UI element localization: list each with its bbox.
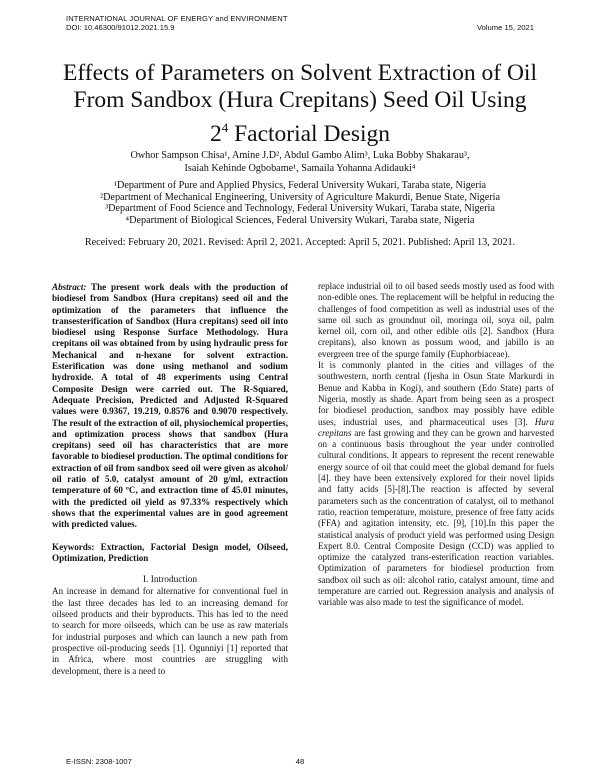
authors-line-2: Isaiah Kehinde Ogbobame¹, Samaila Yohanna Adidauki⁴ — [184, 162, 416, 174]
journal-name: INTERNATIONAL JOURNAL OF ENERGY and ENVIRONMENT — [66, 14, 288, 23]
page-number: 48 — [295, 757, 305, 766]
affiliation-4: ⁴Department of Biological Sciences, Federal University Wukari, Taraba state, Nigeria — [125, 214, 475, 226]
title-line-1: Effects of Parameters on Solvent Extraction of Oil — [62, 60, 537, 86]
footer-issn: E-ISSN: 2308-1007 — [66, 757, 132, 766]
paper-title — [40, 60, 560, 148]
keywords — [52, 542, 288, 565]
title-line-3: $2^4$ Factorial Design — [209, 120, 391, 147]
affiliation-2: ²Department of Mechanical Engineering, University of Agriculture Makurdi, Benue State, Nigeria — [100, 191, 500, 203]
right-paragraph-2: It is commonly planted in the cities and villages of the southwestern, north central (Ijesha in Osun State Markurdi in Benue and Kabba in Kogi), and southern (Edo State) parts of Nigeria, mostly as shade. Apart from being seen as a prospect for biodiesel production, sandbox may possibly have edible uses, industrial uses, and pharmaceutical uses [3]. Hura crepitans are fast growing and they can be grown and harvested on a continuous basis throughout the year under controlled cultural conditions. It appears to represent the recent renewable energy source of oil that could meet the global demand for fuels [4]. they have been extensively explored for their novel lipids and fatty acids [5]-[8].The reaction is affected by several parameters such as the concentration of catalyst, oil to methanol ratio, reaction temperature, moisture, presence of free fatty acids (FFA) and agitation intensity, etc. [9], [10].In this paper the statistical analysis of product yield was performed using Design Expert 8.0. Central Composite Design (CCD) was applied to optimize the catalyzed trans-esterification reaction variables. Optimization of parameters for biodiesel production from sandbox oil such as oil: alcohol ratio, catalyst amount, time and temperature are carried out. Regression analysis and analysis of variable was also made to test the significance of model. — [318, 360, 554, 608]
abstract-label: Abstract: — [52, 282, 87, 292]
right-paragraph-1: replace industrial oil to oil based seeds mostly used as food with non-edible ones. The replacement will be helpful in reducing the challenges of food competition as well as industrial uses of the same oil such as groundnut oil, moringa oil, soya oil, palm kernel oil, corn oil, and other edible oils [2]. Sandbox (Hura crepitans), also known as possum wood, and jabillo is an evergreen tree of the spurge family (Euphorbiaceae). — [318, 281, 554, 359]
volume-label: Volume 15, 2021 — [477, 23, 534, 32]
author-list — [40, 150, 560, 175]
authors-line-1: Owhor Sampson Chisa¹, Amine J.D², Abdul Gambo Alim³, Luka Bobby Shakarau³, — [130, 150, 470, 161]
publication-dates: Received: February 20, 2021. Revised: April 2, 2021. Accepted: April 5, 2021. Published: April 13, 2021. — [84, 237, 516, 248]
affiliations — [40, 180, 560, 226]
title-line-2: From Sandbox (Hura Crepitans) Seed Oil Using — [73, 87, 527, 113]
keywords-label: Keywords: — [52, 541, 95, 552]
affiliation-3: ³Department of Food Science and Technology, Federal University Wukari, Taraba state, Nigeria — [105, 203, 495, 215]
doi: DOI: 10.46300/91012.2021.15.9 — [66, 23, 175, 32]
keywords-text: Extraction, Factorial Design model, Oilseed, Optimization, Prediction — [52, 541, 288, 563]
abstract — [52, 282, 288, 531]
right-column — [318, 281, 554, 609]
left-column — [52, 282, 288, 677]
intro-paragraph: An increase in demand for alternative for conventional fuel in the last three decades has led to an increasing demand for oilseed products and their byproducts. This has led to the need to search for more oilseeds, which can be use as raw materials for industrial purposes and which can launch a new path from prospective oil-producing seeds [1]. Ogunniyi [1] reported that in Africa, where most countries are struggling with development, there is a need to — [52, 586, 288, 676]
abstract-text: The present work deals with the production of biodiesel from Sandbox (Hura crepitans) seed oil and the optimization of the parameters that influence the transesterification of Sandbox (Hura crepitans) seed oil into biodiesel using Response Surface Methodology. Hura crepitans oil was obtained from by using hydraulic press for Mechanical and n-hexane for solvent extraction. Esterification was done using methanol and sodium hydroxide. A total of 48 experiments using Central Composite Design were carried out. The R-Squared, Adequate Precision, Predicted and Adjusted R-Squared values were 0.9367, 19.219, 0.8576 and 0.9070 respectively. The result of the extraction of oil, physiochemical properties, and optimization process shows that sandbox (Hura crepitans) seed oil has characteristics that are more favorable to biodiesel production. The optimal conditions for extraction of oil from sandbox seed oil were given as alcohol/ oil ratio of 5.0, catalyst amount of 20 g/ml, extraction temperature of 60 ºC, and extraction time of 45.01 minutes, with the predicted oil yield as 97.33% respectively which shows that the experimental values are in good agreement with predicted values. — [52, 282, 288, 530]
section-heading-introduction: I. Introduction — [142, 575, 198, 586]
affiliation-1: ¹Department of Pure and Applied Physics, Federal University Wukari, Taraba state, Nigeria — [113, 180, 487, 191]
